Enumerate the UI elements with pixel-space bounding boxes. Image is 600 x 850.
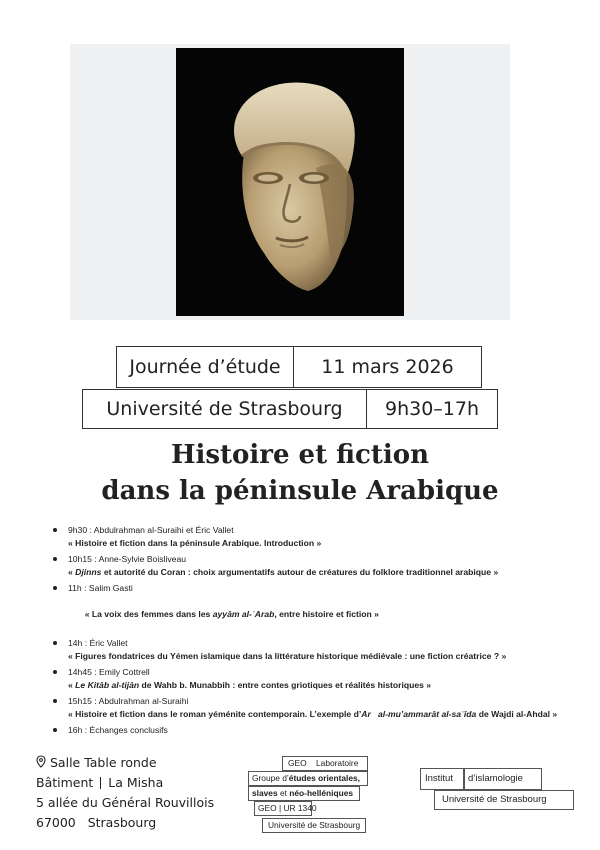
- talk-italic: Ar al-mu’ammarāt al-saʿīda: [361, 709, 477, 719]
- geo-text-bold: études orientales,: [288, 773, 360, 783]
- talk-text: « Histoire et fiction dans le roman yéménite contemporain. L’exemple d’: [68, 709, 362, 719]
- geo-logo: [248, 756, 376, 836]
- geo-text: GEO: [258, 803, 277, 813]
- talk-text: de Wajdi al-Ahdal »: [476, 709, 558, 719]
- program-speaker: 14h45 : Emily Cottrell: [68, 667, 150, 677]
- program-talk: [68, 595, 572, 634]
- talk-text: et autorité du Coran : choix argumentatifs autour de créatures du folklore traditionnel arabique »: [101, 567, 499, 577]
- sculpture-photo: [176, 48, 404, 316]
- program-item: [52, 724, 572, 737]
- event-title-line-1: Histoire et fiction: [170, 440, 430, 470]
- talk-text: « Figures fondatrices du Yémen islamique dans la littérature historique médiévale : une fiction créatrice ? »: [68, 651, 507, 661]
- event-hours: 9h30–17h: [384, 398, 480, 420]
- venue-building-name: La Misha: [108, 775, 164, 790]
- geo-lab-label: Laboratoire: [316, 758, 359, 768]
- talk-text: « Histoire et fiction dans la péninsule Arabique. Introduction »: [68, 538, 322, 548]
- location-pin-icon: [36, 755, 46, 768]
- islamology-word-1: Institut: [425, 773, 453, 784]
- geo-name-line-2: [252, 788, 353, 798]
- talk-text: de Wahb b. Munabbih : entre contes griotiques et réalités historiques »: [139, 680, 432, 690]
- program-speaker: 11h : Salim Gasti: [68, 583, 133, 593]
- event-type-label: Journée d’étude: [129, 356, 281, 378]
- program-speaker: 9h30 : Abdulrahman al-Suraihi et Éric Vallet: [68, 525, 234, 535]
- talk-italic: Djinns: [75, 567, 102, 577]
- venue-building: Bâtiment: [36, 775, 94, 790]
- islamology-word-2: d’islamologie: [468, 773, 523, 784]
- program-speaker: 14h : Éric Vallet: [68, 638, 128, 648]
- venue-city: Strasbourg: [87, 815, 157, 830]
- program-speaker: 16h : Échanges conclusifs: [68, 725, 168, 735]
- islamology-university: Université de Strasbourg: [442, 794, 547, 805]
- program-talk: [68, 679, 572, 692]
- geo-unit: GEO | UR 1340: [258, 803, 317, 813]
- venue-room: Salle Table ronde: [50, 755, 157, 770]
- talk-italic: ayyām al-ʿArab: [212, 609, 275, 619]
- event-date-box: [293, 346, 482, 388]
- event-university: Université de Strasbourg: [106, 398, 343, 420]
- talk-text: «: [68, 680, 76, 690]
- program-item: [52, 582, 572, 634]
- geo-text-bold: slaves: [252, 788, 278, 798]
- geo-name-line-1: [252, 773, 360, 783]
- talk-italic: Le Kitāb al-tijān: [75, 680, 140, 690]
- venue-building-line: [36, 773, 214, 793]
- geo-acronym: GEO: [288, 758, 307, 768]
- venue-room-line: [36, 753, 214, 773]
- geo-text-bold: néo-helléniques: [289, 788, 354, 798]
- program-item: [52, 666, 572, 692]
- program-speaker: 15h15 : Abdulrahman al-Suraihi: [68, 696, 189, 706]
- stone-head-image: [176, 48, 404, 316]
- program-item: [52, 695, 572, 721]
- program-talk: [68, 566, 572, 579]
- geo-text: UR 1340: [283, 803, 317, 813]
- venue-postcode: 67000: [36, 815, 76, 830]
- islamology-logo: [420, 768, 576, 812]
- program-speaker: 10h15 : Anne-Sylvie Boisliveau: [68, 554, 187, 564]
- talk-text: « La voix des femmes dans les: [82, 609, 213, 619]
- geo-text: Groupe d’: [252, 773, 289, 783]
- program-talk: [68, 650, 572, 663]
- program-item: [52, 637, 572, 663]
- event-title-line-2: dans la péninsule Arabique: [101, 476, 499, 506]
- talk-text: , entre histoire et fiction »: [274, 609, 379, 619]
- venue-street: 5 allée du Général Rouvillois: [36, 795, 215, 810]
- geo-text: et: [277, 788, 290, 798]
- program-list: [52, 524, 572, 737]
- university-box: [82, 389, 367, 429]
- talk-text: «: [68, 567, 76, 577]
- event-type-box: [116, 346, 294, 388]
- venue-city-line: [36, 813, 214, 833]
- geo-university: Université de Strasbourg: [268, 820, 361, 830]
- program-item: [52, 524, 572, 550]
- divider: [100, 777, 101, 789]
- program-talk: [68, 708, 572, 721]
- hours-box: [366, 389, 498, 429]
- venue-block: [36, 753, 214, 833]
- header-photo-frame: [70, 44, 510, 320]
- program-talk: [68, 537, 572, 550]
- program-item: [52, 553, 572, 579]
- event-date: 11 mars 2026: [321, 356, 454, 378]
